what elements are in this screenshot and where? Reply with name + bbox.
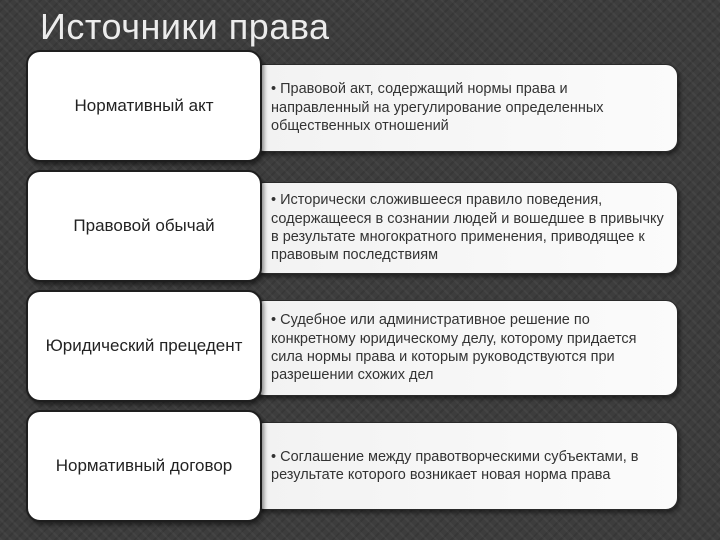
source-row-normative-contract xyxy=(26,410,678,522)
term-box: Нормативный договор xyxy=(26,410,262,522)
source-row-normative-act xyxy=(26,50,678,162)
slide-title: Источники права xyxy=(40,6,330,47)
term-box: Нормативный акт xyxy=(26,50,262,162)
description-text: • Соглашение между правотворческими субъектами, в результате которого возникает новая норма права xyxy=(271,448,639,483)
description-box xyxy=(252,300,678,396)
description-text: • Судебное или административное решение по конкретному юридическому делу, которому придается сила нормы права и которым руководствуются при разрешении схожих дел xyxy=(271,312,637,384)
description-box xyxy=(252,422,678,510)
source-row-legal-custom xyxy=(26,170,678,282)
term-box: Юридический прецедент xyxy=(26,290,262,402)
source-row-legal-precedent xyxy=(26,290,678,402)
description-box xyxy=(252,64,678,152)
description-text: • Исторически сложившееся правило поведения, содержащееся в сознании людей и вошедшее в привычку в результате многократного применения, приводящее к правовым последствиям xyxy=(271,192,664,264)
term-box: Правовой обычай xyxy=(26,170,262,282)
description-text: • Правовой акт, содержащий нормы права и направленный на урегулирование определенных общественных отношений xyxy=(271,81,604,135)
description-box xyxy=(252,182,678,274)
